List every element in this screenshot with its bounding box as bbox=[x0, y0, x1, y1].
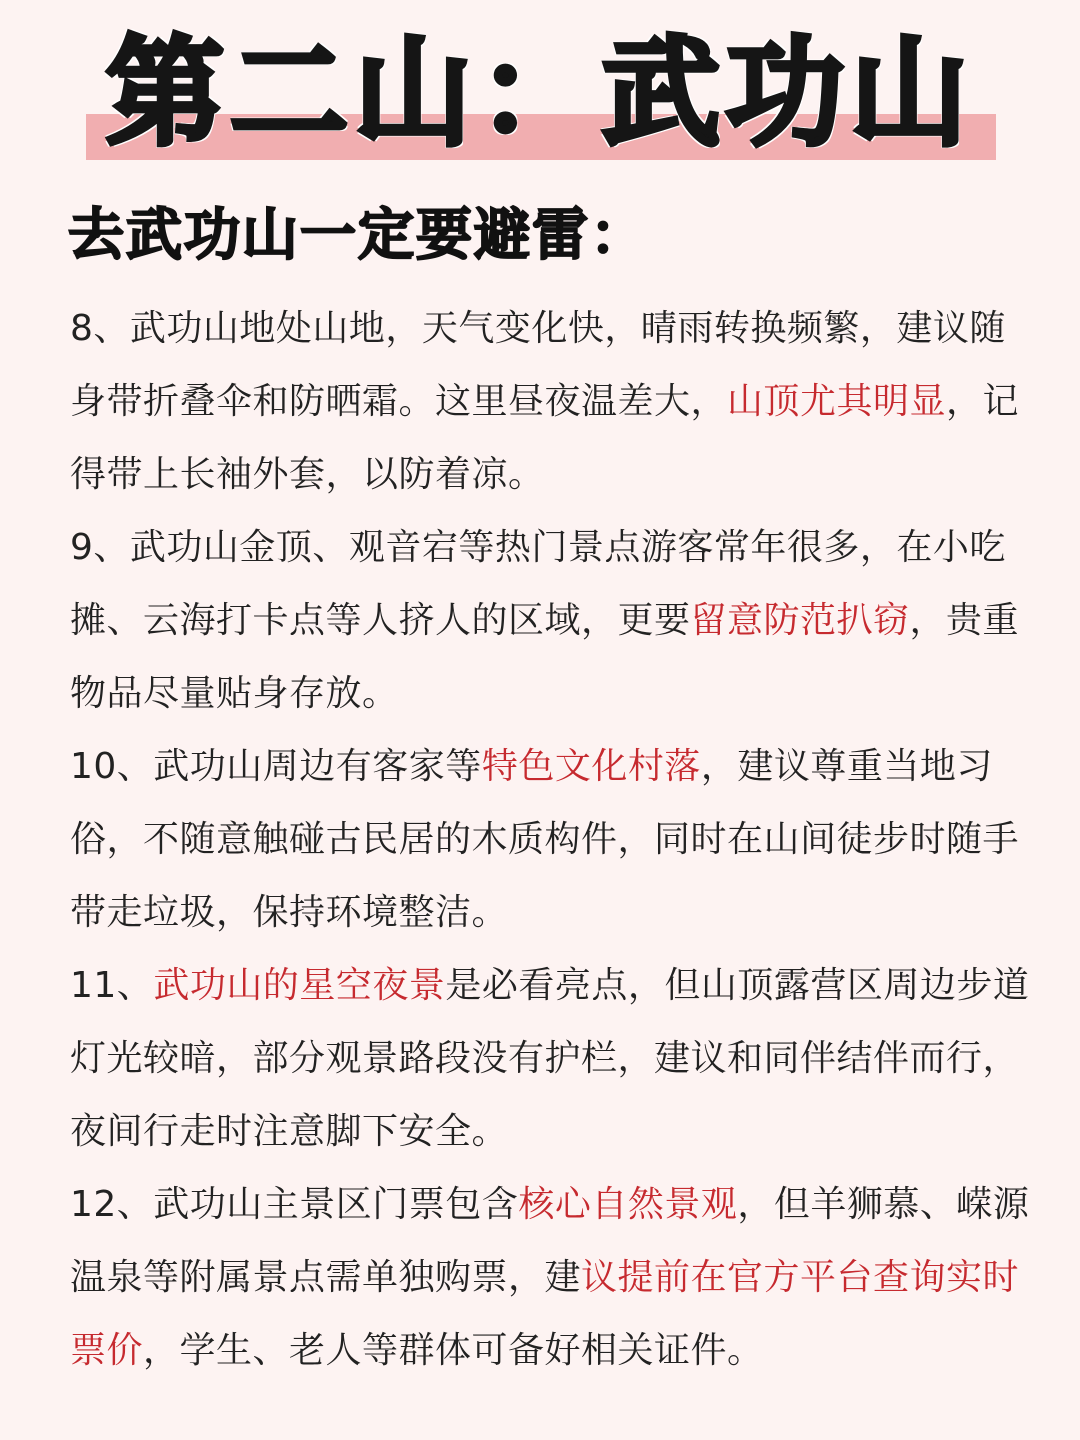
tip-text: 8、武功山地处山地，天气变化快，晴雨转换频繁，建议随身带折叠伞和防晒霜。这里昼夜温差大， bbox=[70, 308, 1006, 422]
tip-emphasis: 核心自然景观 bbox=[518, 1184, 738, 1225]
page-title: 第二山：武功山 bbox=[105, 24, 974, 162]
tip-paragraph-11 bbox=[70, 949, 1030, 1168]
tip-emphasis: 留意防范扒窃 bbox=[690, 600, 910, 641]
tip-emphasis: 特色文化村落 bbox=[481, 746, 701, 787]
tip-text: 是必看亮点，但山顶露营区周边步道灯光较暗，部分观景路段没有护栏，建议和同伴结伴而行，夜间行走时注意脚下安全。 bbox=[70, 965, 1030, 1152]
section-heading: 去武功山一定要避雷： bbox=[68, 203, 648, 268]
tip-text: ，建议尊重当地习俗，不随意触碰古民居的木质构件，同时在山间徒步时随手带走垃圾，保持环境整洁。 bbox=[70, 746, 1020, 933]
title-banner bbox=[0, 18, 1080, 168]
tip-text: 9、武功山金顶、观音宕等热门景点游客常年很多，在小吃摊、云海打卡点等人挤人的区域，更要 bbox=[70, 527, 1006, 641]
tip-text: 11、 bbox=[70, 965, 154, 1006]
tip-paragraph-8 bbox=[70, 292, 1030, 511]
tip-text: ，贵重物品尽量贴身存放。 bbox=[70, 600, 1020, 714]
tip-emphasis: 武功山的星空夜景 bbox=[153, 965, 446, 1006]
tip-text: 10、武功山周边有客家等 bbox=[70, 746, 482, 787]
tips-list bbox=[70, 292, 1030, 1387]
tip-paragraph-10 bbox=[70, 730, 1030, 949]
tip-paragraph-9 bbox=[70, 511, 1030, 730]
tip-text: ，但羊狮慕、嵘源温泉等附属景点需单独购票，建 bbox=[70, 1184, 1030, 1298]
tip-text: 12、武功山主景区门票包含 bbox=[70, 1184, 519, 1225]
tip-text: ，学生、老人等群体可备好相关证件。 bbox=[143, 1330, 764, 1371]
tip-paragraph-12 bbox=[70, 1168, 1030, 1387]
tip-emphasis: 议提前在官方平台查询实时票价 bbox=[70, 1257, 1020, 1371]
tip-emphasis: 山顶尤其明显 bbox=[727, 381, 947, 422]
tip-text: ，记得带上长袖外套，以防着凉。 bbox=[70, 381, 1020, 495]
